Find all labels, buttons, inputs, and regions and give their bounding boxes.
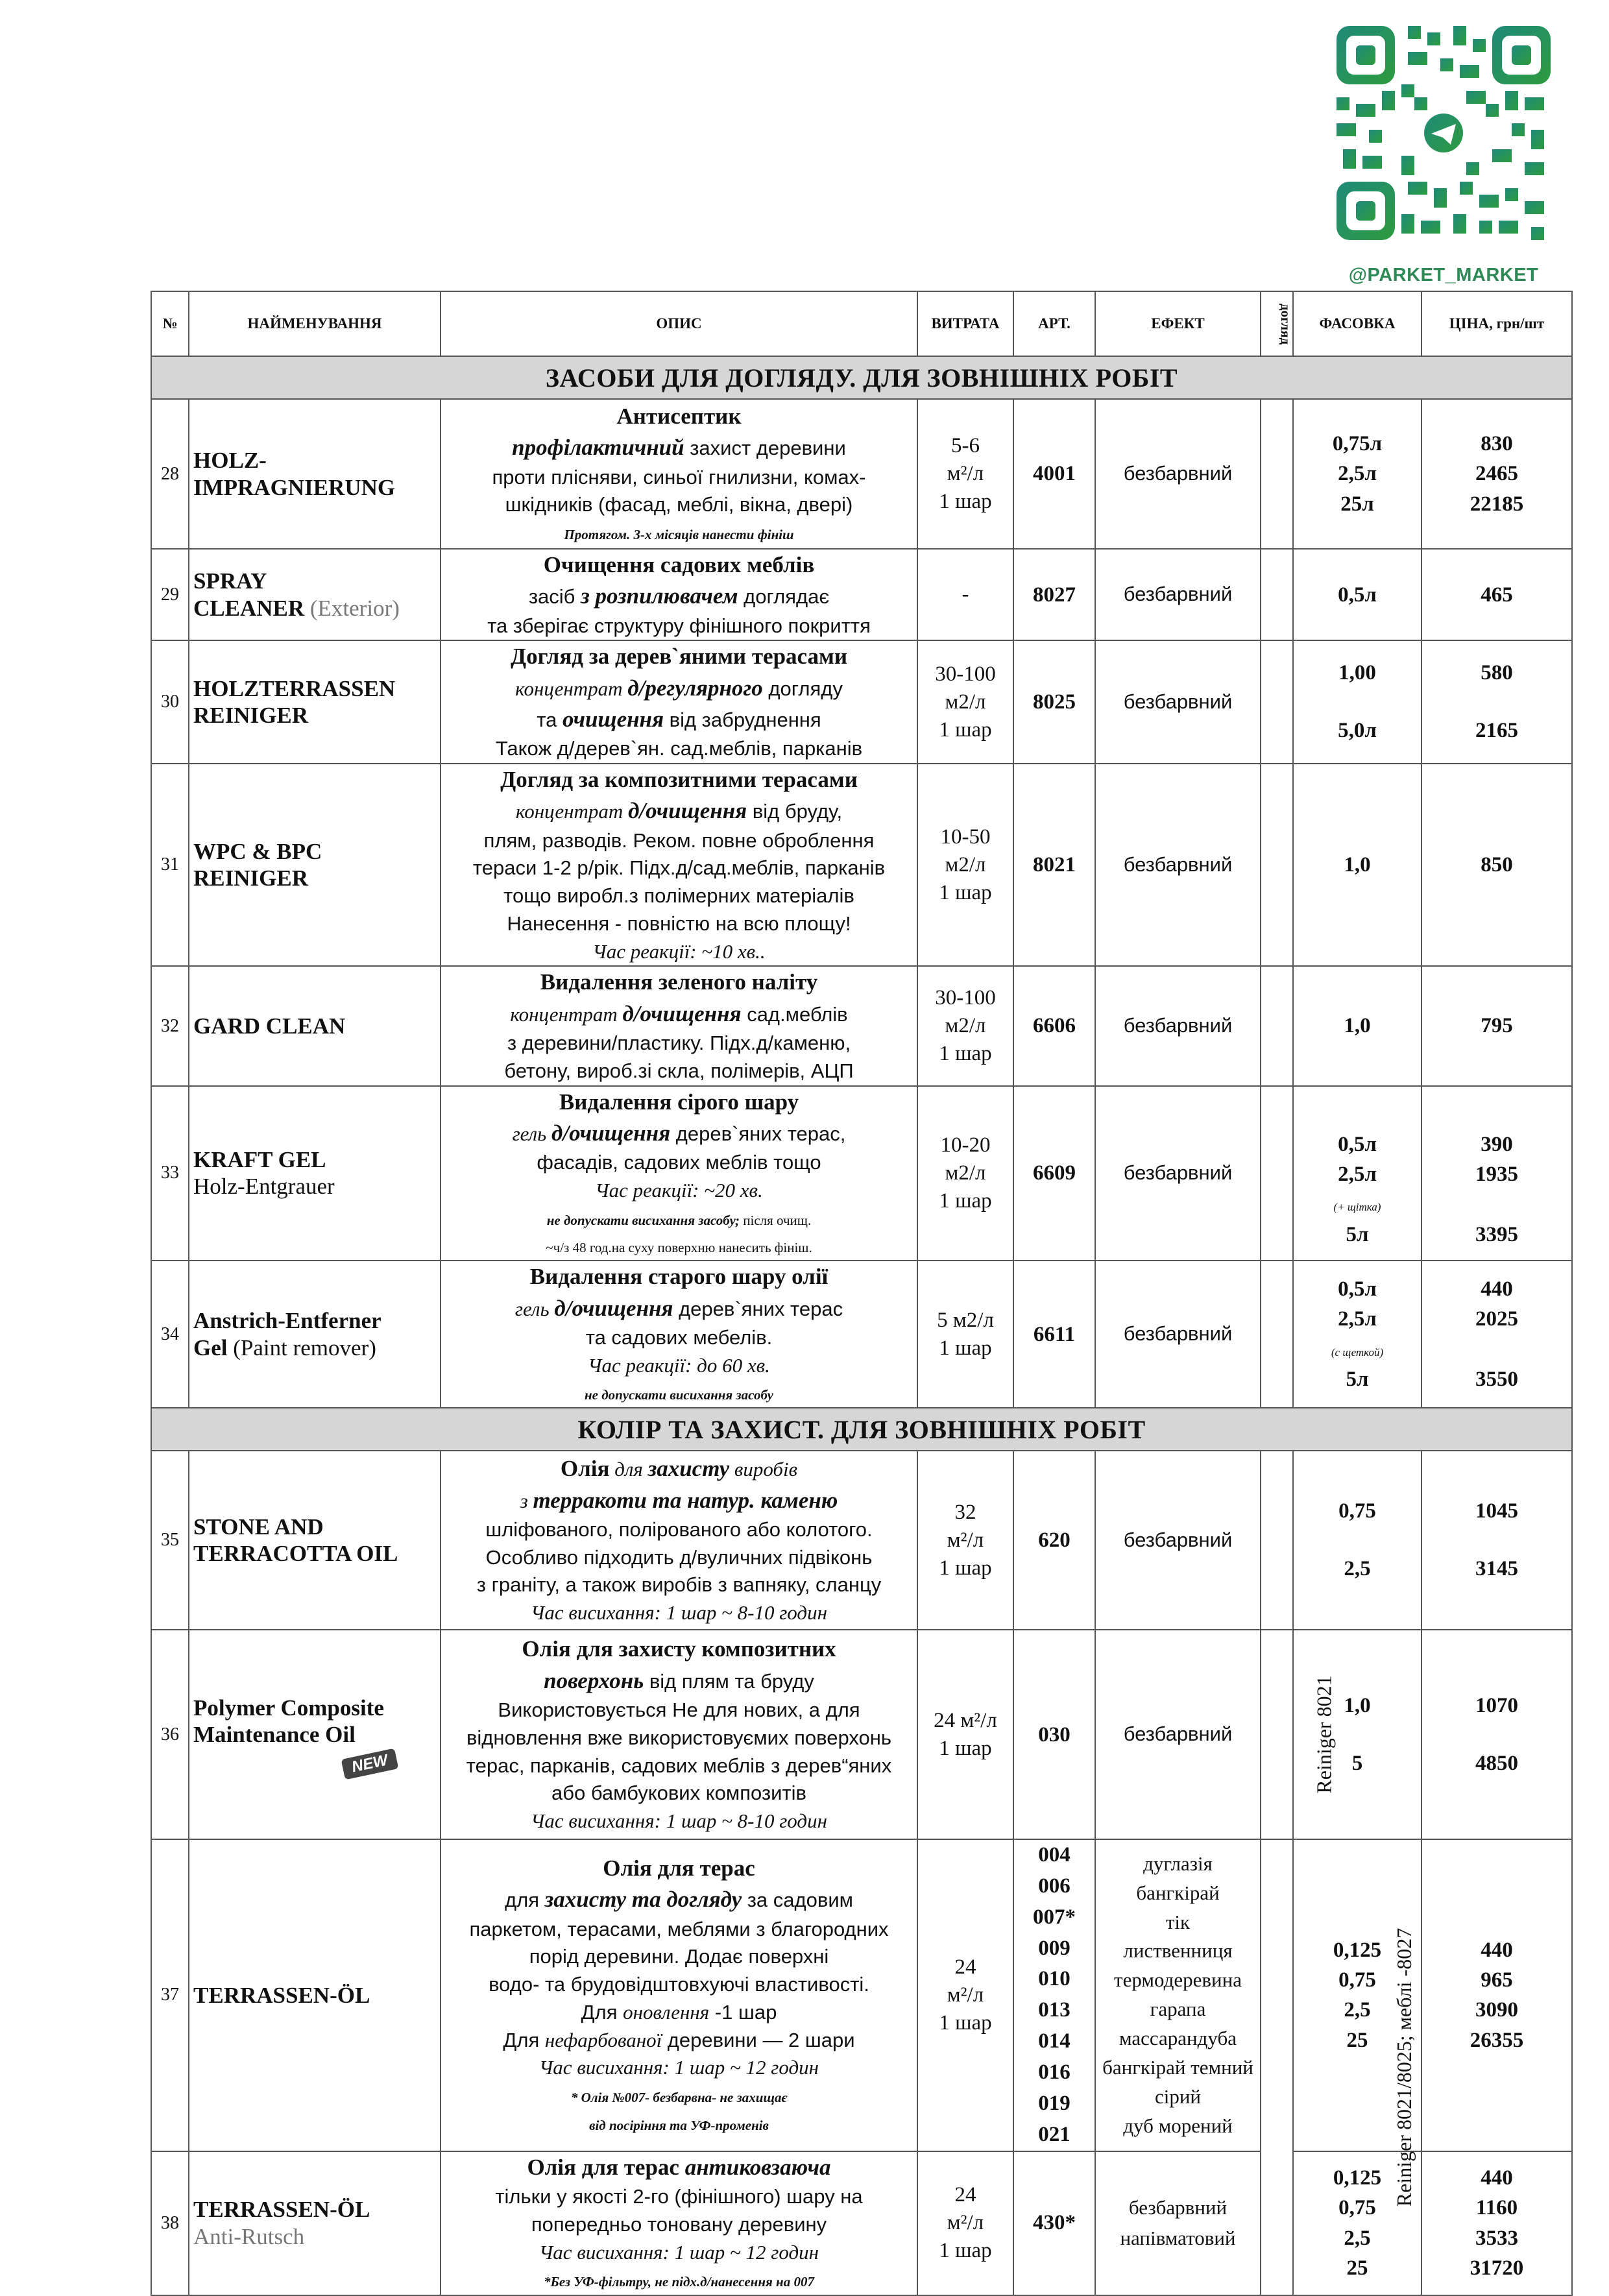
col-header-care: догляд	[1261, 291, 1293, 356]
col-header-effect: ЕФЕКТ	[1095, 291, 1261, 356]
telegram-qr-code-icon[interactable]	[1337, 26, 1551, 240]
care-cell	[1261, 640, 1293, 764]
packaging: 0,5л 2,5л (+ щітка) 5л	[1293, 1086, 1421, 1261]
row-number: 28	[151, 399, 189, 549]
product-description: Догляд за дерев`яними терасами концентрат д/регулярного догляду та очищення від забруднення Також д/дерев`ян. сад.меблів, парканів	[441, 640, 917, 764]
care-cell	[1261, 764, 1293, 966]
telegram-handle[interactable]: @PARKET_MARKET	[1348, 265, 1539, 285]
consumption: 30-100 м2/л 1 шар	[917, 966, 1013, 1085]
table-header-row	[151, 291, 1572, 356]
article-number: 6609	[1013, 1086, 1095, 1261]
effect: безбарвний	[1095, 1261, 1261, 1408]
col-header-description: ОПИС	[441, 291, 917, 356]
care-cell	[1261, 1451, 1293, 1630]
effect: безбарвний	[1095, 399, 1261, 549]
product-description: Видалення сірого шару гель д/очищення дерев`яних терас, фасадів, садових меблів тощо Час реакції: ~20 хв. не допускати висихання засобу; після очищ. ~ч/з 48 год.на суху поверхню нанесить фініш.	[441, 1086, 917, 1261]
row-number: 36	[151, 1630, 189, 1839]
row-number: 34	[151, 1261, 189, 1408]
consumption: 24 м²/л 1 шар	[917, 1630, 1013, 1839]
product-description: Видалення старого шару олії гель д/очищення дерев`яних терас та садових мебелів. Час реакції: до 60 хв. не допускати висихання засобу	[441, 1261, 917, 1408]
care-cell	[1261, 966, 1293, 1085]
col-header-consumption: ВИТРАТА	[917, 291, 1013, 356]
care-product: Reiniger 8021/8025; меблі -8027	[1392, 1927, 1416, 2207]
col-header-number: №	[151, 291, 189, 356]
effect: безбарвний	[1095, 549, 1261, 640]
effect: безбарвний	[1095, 966, 1261, 1085]
table-row	[151, 640, 1572, 764]
product-name: WPC & BPC REINIGER	[189, 764, 441, 966]
product-name: GARD CLEAN	[189, 966, 441, 1085]
price: 440 2025 3550	[1421, 1261, 1572, 1408]
product-description: Антисептик профілактичний захист деревини проти плісняви, синьої гнилизни, комах- шкідників (фасад, меблі, вікна, двері) Протягом. 3-х місяців нанести фініш	[441, 399, 917, 549]
packaging: 0,75 2,5	[1293, 1451, 1421, 1630]
row-number: 33	[151, 1086, 189, 1261]
article-number: 8021	[1013, 764, 1095, 966]
product-description: Олія для терас для захисту та догляду за садовим паркетом, терасами, меблями з благородних порід деревини. Додає поверхні водо- та брудовідштовхуючі властивості. Для оновлення -1 шар Для нефарбованої деревини — 2 шари Час висихання: 1 шар ~ 12 годин * Олія №007- безбарвна- не захищає від посіріння та УФ-променів	[441, 1839, 917, 2151]
care-cell	[1261, 1630, 1336, 1839]
table-row	[151, 1451, 1572, 1630]
effect-colors: дуглазія бангкірай тік лиственниця термодеревина гарапа массарандуба бангкірай темний сірий дуб морений	[1095, 1839, 1261, 2151]
table-row	[151, 1086, 1572, 1261]
effect: безбарвний	[1095, 640, 1261, 764]
article-number: 8025	[1013, 640, 1095, 764]
price: 1070 4850	[1421, 1630, 1572, 1839]
table-row	[151, 966, 1572, 1085]
article-number: 030	[1013, 1630, 1095, 1839]
consumption: 32 м²/л 1 шар	[917, 1451, 1013, 1630]
col-header-price: ЦІНА, грн/шт	[1421, 291, 1572, 356]
care-cell	[1261, 1086, 1293, 1261]
product-name: STONE AND TERRACOTTA OIL	[189, 1451, 441, 1630]
col-header-name: НАЙМЕНУВАННЯ	[189, 291, 441, 356]
row-number: 35	[151, 1451, 189, 1630]
article-number: 4001	[1013, 399, 1095, 549]
packaging: 1,0 5	[1293, 1630, 1421, 1839]
article-number: 6606	[1013, 966, 1095, 1085]
table-row	[151, 1261, 1572, 1408]
product-description: Видалення зеленого наліту концентрат д/очищення сад.меблів з деревини/пластику. Підх.д/каменю, бетону, вироб.зі скла, полімерів, АЦП	[441, 966, 917, 1085]
col-header-article: АРТ.	[1013, 291, 1095, 356]
price: 440 965 3090 26355	[1421, 1839, 1572, 2151]
packaging: 0,125 0,75 2,5 25	[1293, 2151, 1421, 2295]
price: 795	[1421, 966, 1572, 1085]
section-title: КОЛІР ТА ЗАХИСТ. ДЛЯ ЗОВНІШНІХ РОБІТ	[151, 1408, 1572, 1451]
packaging: 1,0	[1293, 966, 1421, 1085]
consumption: 24 м²/л 1 шар	[917, 1839, 1013, 2151]
article-number: 620	[1013, 1451, 1095, 1630]
consumption: 10-50 м2/л 1 шар	[917, 764, 1013, 966]
packaging: 1,00 5,0л	[1293, 640, 1421, 764]
care-cell	[1261, 399, 1293, 549]
price: 850	[1421, 764, 1572, 966]
packaging: 0,5л 2,5л (с щеткой) 5л	[1293, 1261, 1421, 1408]
product-name: SPRAY CLEANER (Exterior)	[189, 549, 441, 640]
product-description: Догляд за композитними терасами концентрат д/очищення від бруду, плям, разводів. Реком. повне оброблення тераси 1-2 р/рік. Підх.д/сад.меблів, парканів тощо виробл.з полімерних матеріалів Нанесення - повністю на всю площу! Час реакції: ~10 хв..	[441, 764, 917, 966]
price: 1045 3145	[1421, 1451, 1572, 1630]
effect: безбарвний напівматовий	[1095, 2151, 1261, 2295]
consumption: 5 м2/л 1 шар	[917, 1261, 1013, 1408]
effect: безбарвний	[1095, 1086, 1261, 1261]
product-name: TERRASSEN-ÖL Anti-Rutsch	[189, 2151, 441, 2295]
care-cell	[1261, 1261, 1293, 1408]
new-badge: NEW	[341, 1748, 399, 1780]
article-number: 6611	[1013, 1261, 1095, 1408]
row-number: 29	[151, 549, 189, 640]
product-name: Anstrich-Entferner Gel (Paint remover)	[189, 1261, 441, 1408]
row-number: 37	[151, 1839, 189, 2151]
product-name: HOLZTERRASSEN REINIGER	[189, 640, 441, 764]
price: 440 1160 3533 31720	[1421, 2151, 1572, 2295]
table-row	[151, 399, 1572, 549]
effect: безбарвний	[1095, 764, 1261, 966]
table-row	[151, 1839, 1572, 2151]
packaging: 0,75л 2,5л 25л	[1293, 399, 1421, 549]
table-row	[151, 764, 1572, 966]
product-name: HOLZ-IMPRAGNIERUNG	[189, 399, 441, 549]
effect: безбарвний	[1095, 1451, 1261, 1630]
price: 830 2465 22185	[1421, 399, 1572, 549]
price-table	[151, 291, 1573, 2296]
product-description: Олія для захисту композитних поверхонь від плям та бруду Використовується Не для нових, а для відновлення вже використовуємих поверхонь терас, парканів, садових меблів з дерев“яних або бамбукових композитів Час висихання: 1 шар ~ 8-10 годин	[441, 1630, 917, 1839]
consumption: 10-20 м2/л 1 шар	[917, 1086, 1013, 1261]
price: 465	[1421, 549, 1572, 640]
product-name: KRAFT GEL Holz-Entgrauer	[189, 1086, 441, 1261]
price: 580 2165	[1421, 640, 1572, 764]
effect: безбарвний	[1095, 1630, 1261, 1839]
product-name: TERRASSEN-ÖL	[189, 1839, 441, 2151]
care-product: Reiniger 8021	[1312, 1675, 1336, 1794]
packaging: 0,5л	[1293, 549, 1421, 640]
product-description: Очищення садових меблів засіб з розпилювачем доглядає та зберігає структуру фінішного покриття	[441, 549, 917, 640]
table-row	[151, 1630, 1572, 1839]
packaging: 0,125 0,75 2,5 25	[1293, 1839, 1421, 2151]
section-row-care	[151, 356, 1572, 399]
row-number: 31	[151, 764, 189, 966]
table-row	[151, 549, 1572, 640]
article-numbers: 004 006 007* 009 010 013 014 016 019 021	[1013, 1839, 1095, 2151]
product-name: Polymer Composite Maintenance Oil NEW	[189, 1630, 441, 1839]
row-number: 32	[151, 966, 189, 1085]
packaging: 1,0	[1293, 764, 1421, 966]
article-number: 430*	[1013, 2151, 1095, 2295]
consumption: 5-6 м²/л 1 шар	[917, 399, 1013, 549]
consumption: 30-100 м2/л 1 шар	[917, 640, 1013, 764]
row-number: 30	[151, 640, 189, 764]
section-row-color	[151, 1408, 1572, 1451]
consumption: 24 м²/л 1 шар	[917, 2151, 1013, 2295]
col-header-packaging: ФАСОВКА	[1293, 291, 1421, 356]
product-description: Олія для терас антиковзаюча тільки у якості 2-го (фінішного) шару на попередньо тоновану деревину Час висихання: 1 шар ~ 12 годин *Без УФ-фільтру, не підх.д/нанесення на 007	[441, 2151, 917, 2295]
section-title: ЗАСОБИ ДЛЯ ДОГЛЯДУ. ДЛЯ ЗОВНІШНІХ РОБІТ	[151, 356, 1572, 399]
product-description: Олія для захисту виробів з терракоти та натур. каменю шліфованого, полірованого або колотого. Особливо підходить д/вуличних підвіконь з граніту, а також виробів з вапняку, сланцу Час висихання: 1 шар ~ 8-10 годин	[441, 1451, 917, 1630]
article-number: 8027	[1013, 549, 1095, 640]
row-number: 38	[151, 2151, 189, 2295]
price: 390 1935 3395	[1421, 1086, 1572, 1261]
consumption: -	[917, 549, 1013, 640]
table-row	[151, 2151, 1572, 2295]
care-cell	[1261, 549, 1293, 640]
